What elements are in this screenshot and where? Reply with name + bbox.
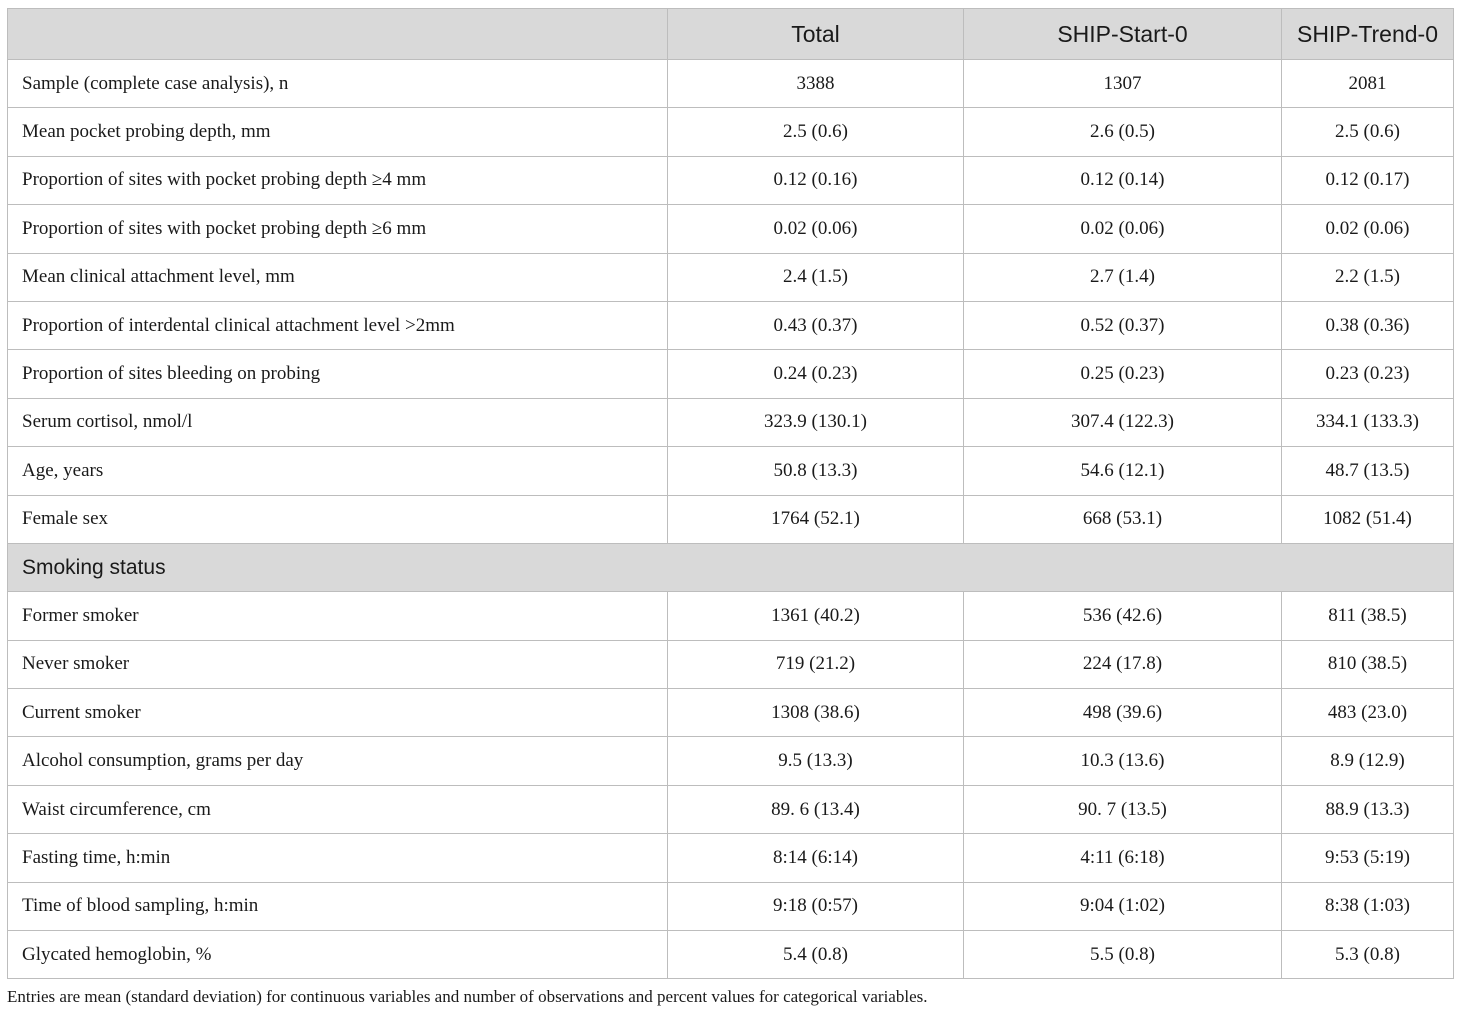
cell-ship-start-0: 0.52 (0.37): [964, 301, 1282, 349]
cell-total: 2.4 (1.5): [668, 253, 964, 301]
characteristics-table: [7, 8, 1454, 979]
cell-total: 0.02 (0.06): [668, 205, 964, 253]
cell-ship-trend-0: 0.38 (0.36): [1282, 301, 1454, 349]
cell-total: 9.5 (13.3): [668, 737, 964, 785]
cell-ship-trend-0: 2.2 (1.5): [1282, 253, 1454, 301]
row-label: Fasting time, h:min: [8, 834, 668, 882]
row-label: Never smoker: [8, 640, 668, 688]
cell-ship-start-0: 0.12 (0.14): [964, 156, 1282, 204]
cell-total: 0.12 (0.16): [668, 156, 964, 204]
cell-ship-trend-0: 2.5 (0.6): [1282, 108, 1454, 156]
row-label: Alcohol consumption, grams per day: [8, 737, 668, 785]
header-ship-trend-0: SHIP-Trend-0: [1282, 9, 1454, 60]
cell-ship-start-0: 0.25 (0.23): [964, 350, 1282, 398]
cell-total: 0.43 (0.37): [668, 301, 964, 349]
table-row: [8, 689, 1454, 737]
cell-ship-trend-0: 88.9 (13.3): [1282, 785, 1454, 833]
cell-ship-start-0: 498 (39.6): [964, 689, 1282, 737]
row-label: Glycated hemoglobin, %: [8, 931, 668, 979]
cell-total: 5.4 (0.8): [668, 931, 964, 979]
cell-ship-start-0: 1307: [964, 60, 1282, 108]
cell-ship-trend-0: 5.3 (0.8): [1282, 931, 1454, 979]
cell-total: 0.24 (0.23): [668, 350, 964, 398]
cell-ship-trend-0: 0.12 (0.17): [1282, 156, 1454, 204]
cell-ship-start-0: 668 (53.1): [964, 495, 1282, 543]
table-row: [8, 108, 1454, 156]
table-row: [8, 350, 1454, 398]
cell-ship-trend-0: 8.9 (12.9): [1282, 737, 1454, 785]
cell-ship-trend-0: 9:53 (5:19): [1282, 834, 1454, 882]
row-label: Age, years: [8, 447, 668, 495]
table-row: [8, 640, 1454, 688]
cell-ship-start-0: 2.7 (1.4): [964, 253, 1282, 301]
cell-ship-trend-0: 334.1 (133.3): [1282, 398, 1454, 446]
cell-total: 8:14 (6:14): [668, 834, 964, 882]
header-total: Total: [668, 9, 964, 60]
cell-total: 89. 6 (13.4): [668, 785, 964, 833]
cell-total: 719 (21.2): [668, 640, 964, 688]
cell-total: 2.5 (0.6): [668, 108, 964, 156]
cell-ship-start-0: 536 (42.6): [964, 592, 1282, 640]
table-row: [8, 447, 1454, 495]
table-row: [8, 931, 1454, 979]
table-row: [8, 301, 1454, 349]
cell-ship-start-0: 54.6 (12.1): [964, 447, 1282, 495]
cell-ship-trend-0: 48.7 (13.5): [1282, 447, 1454, 495]
cell-ship-start-0: 4:11 (6:18): [964, 834, 1282, 882]
cell-ship-start-0: 224 (17.8): [964, 640, 1282, 688]
table-row: [8, 205, 1454, 253]
cell-total: 1764 (52.1): [668, 495, 964, 543]
table-row: [8, 60, 1454, 108]
row-label: Mean pocket probing depth, mm: [8, 108, 668, 156]
table-footnote: Entries are mean (standard deviation) for continuous variables and number of observations and percent values for categorical variables.: [7, 987, 928, 1006]
cell-ship-start-0: 5.5 (0.8): [964, 931, 1282, 979]
cell-ship-trend-0: 1082 (51.4): [1282, 495, 1454, 543]
table-body: [8, 60, 1454, 979]
cell-total: 50.8 (13.3): [668, 447, 964, 495]
cell-ship-trend-0: 0.02 (0.06): [1282, 205, 1454, 253]
table-row: [8, 737, 1454, 785]
section-row: [8, 543, 1454, 591]
cell-total: 1361 (40.2): [668, 592, 964, 640]
row-label: Proportion of sites with pocket probing depth ≥6 mm: [8, 205, 668, 253]
table-row: [8, 156, 1454, 204]
cell-ship-start-0: 9:04 (1:02): [964, 882, 1282, 930]
table-row: [8, 785, 1454, 833]
table-row: [8, 398, 1454, 446]
cell-total: 3388: [668, 60, 964, 108]
row-label: Serum cortisol, nmol/l: [8, 398, 668, 446]
cell-ship-start-0: 10.3 (13.6): [964, 737, 1282, 785]
cell-ship-trend-0: 8:38 (1:03): [1282, 882, 1454, 930]
table-row: [8, 495, 1454, 543]
cell-total: 1308 (38.6): [668, 689, 964, 737]
cell-ship-trend-0: 0.23 (0.23): [1282, 350, 1454, 398]
row-label: Waist circumference, cm: [8, 785, 668, 833]
cell-ship-trend-0: 2081: [1282, 60, 1454, 108]
row-label: Proportion of interdental clinical attachment level >2mm: [8, 301, 668, 349]
cell-ship-start-0: 0.02 (0.06): [964, 205, 1282, 253]
cell-ship-trend-0: 483 (23.0): [1282, 689, 1454, 737]
characteristics-table-container: [7, 8, 1453, 979]
row-label: Current smoker: [8, 689, 668, 737]
row-label: Time of blood sampling, h:min: [8, 882, 668, 930]
cell-ship-trend-0: 811 (38.5): [1282, 592, 1454, 640]
cell-ship-trend-0: 810 (38.5): [1282, 640, 1454, 688]
section-label: Smoking status: [8, 543, 1454, 591]
row-label: Mean clinical attachment level, mm: [8, 253, 668, 301]
table-header-row: [8, 9, 1454, 60]
cell-ship-start-0: 307.4 (122.3): [964, 398, 1282, 446]
table-row: [8, 592, 1454, 640]
row-label: Proportion of sites bleeding on probing: [8, 350, 668, 398]
row-label: Female sex: [8, 495, 668, 543]
cell-total: 9:18 (0:57): [668, 882, 964, 930]
table-row: [8, 882, 1454, 930]
row-label: Sample (complete case analysis), n: [8, 60, 668, 108]
table-row: [8, 834, 1454, 882]
table-row: [8, 253, 1454, 301]
header-label-column: [8, 9, 668, 60]
cell-ship-start-0: 2.6 (0.5): [964, 108, 1282, 156]
cell-ship-start-0: 90. 7 (13.5): [964, 785, 1282, 833]
cell-total: 323.9 (130.1): [668, 398, 964, 446]
row-label: Proportion of sites with pocket probing depth ≥4 mm: [8, 156, 668, 204]
header-ship-start-0: SHIP-Start-0: [964, 9, 1282, 60]
row-label: Former smoker: [8, 592, 668, 640]
